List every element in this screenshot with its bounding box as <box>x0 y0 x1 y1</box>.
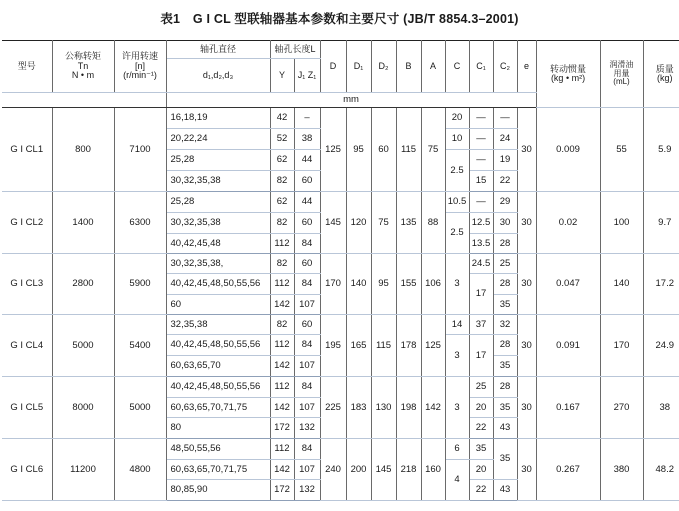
y-cell: 82 <box>270 171 294 192</box>
j-cell: 60 <box>294 254 320 274</box>
inertia-cell: 0.047 <box>536 254 600 315</box>
j-cell: 107 <box>294 295 320 315</box>
inertia-cell: 0.02 <box>536 192 600 254</box>
j-cell: 107 <box>294 460 320 480</box>
B-cell: 178 <box>396 315 421 377</box>
header-bore-length-j: J₁ Z₁ <box>294 59 320 93</box>
C2-cell: 28 <box>493 335 517 356</box>
C2-cell: 28 <box>493 274 517 295</box>
C-cell: 2.5 <box>445 213 469 254</box>
torque-cell: 2800 <box>52 254 114 315</box>
lube-cell: 100 <box>600 192 643 254</box>
C2-cell: 35 <box>493 356 517 377</box>
A-cell: 142 <box>421 377 445 439</box>
e-cell: 30 <box>517 254 536 315</box>
D-cell: 125 <box>320 108 346 192</box>
C2-cell: 29 <box>493 192 517 213</box>
C2-cell: 35 <box>493 439 517 480</box>
j-cell: 84 <box>294 234 320 254</box>
C1-cell: — <box>469 150 493 171</box>
header-C: C <box>445 41 469 93</box>
y-cell: 42 <box>270 108 294 129</box>
header-D1: D₁ <box>346 41 371 93</box>
C1-cell: — <box>469 192 493 213</box>
e-cell: 30 <box>517 108 536 192</box>
C2-cell: 24 <box>493 129 517 150</box>
e-cell: 30 <box>517 315 536 377</box>
D-cell: 195 <box>320 315 346 377</box>
speed-cell: 5000 <box>114 377 166 439</box>
D-cell: 145 <box>320 192 346 254</box>
C2-cell: 35 <box>493 295 517 315</box>
C-cell: 6 <box>445 439 469 460</box>
header-bore-length: 轴孔长度L <box>270 41 320 59</box>
C-cell: 3 <box>445 254 469 315</box>
C2-cell: — <box>493 108 517 129</box>
A-cell: 106 <box>421 254 445 315</box>
mass-cell: 48.2 <box>643 439 679 501</box>
D1-cell: 200 <box>346 439 371 501</box>
C-cell: 4 <box>445 460 469 501</box>
C1-cell: 17 <box>469 274 493 315</box>
bore-dia-cell: 40,42,45,48,50,55,56 <box>166 274 270 295</box>
y-cell: 112 <box>270 439 294 460</box>
torque-cell: 8000 <box>52 377 114 439</box>
torque-cell: 1400 <box>52 192 114 254</box>
e-cell: 30 <box>517 439 536 501</box>
bore-dia-cell: 16,18,19 <box>166 108 270 129</box>
j-cell: 84 <box>294 274 320 295</box>
y-cell: 62 <box>270 150 294 171</box>
header-mass: 质量 (kg) <box>643 41 679 108</box>
C1-cell: 25 <box>469 377 493 398</box>
C2-cell: 43 <box>493 480 517 501</box>
lube-cell: 140 <box>600 254 643 315</box>
bore-dia-cell: 40,42,45,48 <box>166 234 270 254</box>
bore-dia-cell: 60 <box>166 295 270 315</box>
C1-cell: 12.5 <box>469 213 493 234</box>
D-cell: 240 <box>320 439 346 501</box>
B-cell: 198 <box>396 377 421 439</box>
y-cell: 112 <box>270 234 294 254</box>
parameter-table <box>2 40 679 501</box>
y-cell: 52 <box>270 129 294 150</box>
D1-cell: 120 <box>346 192 371 254</box>
bore-dia-cell: 60,63,65,70 <box>166 356 270 377</box>
torque-cell: 11200 <box>52 439 114 501</box>
model-cell: G I CL4 <box>2 315 52 377</box>
lube-cell: 380 <box>600 439 643 501</box>
B-cell: 218 <box>396 439 421 501</box>
y-cell: 142 <box>270 356 294 377</box>
j-cell: 84 <box>294 335 320 356</box>
bore-dia-cell: 40,42,45,48,50,55,56 <box>166 377 270 398</box>
D1-cell: 183 <box>346 377 371 439</box>
D1-cell: 95 <box>346 108 371 192</box>
e-cell: 30 <box>517 377 536 439</box>
bore-dia-cell: 40,42,45,48,50,55,56 <box>166 335 270 356</box>
C1-cell: 13.5 <box>469 234 493 254</box>
header-bore-length-y: Y <box>270 59 294 93</box>
y-cell: 142 <box>270 398 294 418</box>
C-cell: 14 <box>445 315 469 335</box>
bore-dia-cell: 60,63,65,70,71,75 <box>166 398 270 418</box>
A-cell: 88 <box>421 192 445 254</box>
j-cell: 132 <box>294 418 320 439</box>
C2-cell: 28 <box>493 377 517 398</box>
e-cell: 30 <box>517 192 536 254</box>
y-cell: 142 <box>270 295 294 315</box>
y-cell: 112 <box>270 274 294 295</box>
C-cell: 3 <box>445 335 469 377</box>
C2-cell: 43 <box>493 418 517 439</box>
D2-cell: 60 <box>371 108 396 192</box>
C-cell: 20 <box>445 108 469 129</box>
j-cell: 60 <box>294 171 320 192</box>
y-cell: 82 <box>270 213 294 234</box>
C1-cell: 20 <box>469 398 493 418</box>
bore-dia-cell: 30,32,35,38, <box>166 254 270 274</box>
header-inertia: 转动惯量 (kg • m²) <box>536 41 600 108</box>
D2-cell: 95 <box>371 254 396 315</box>
header-model: 型号 <box>2 41 52 93</box>
y-cell: 142 <box>270 460 294 480</box>
inertia-cell: 0.167 <box>536 377 600 439</box>
torque-cell: 5000 <box>52 315 114 377</box>
j-cell: 44 <box>294 150 320 171</box>
A-cell: 75 <box>421 108 445 192</box>
C1-cell: — <box>469 108 493 129</box>
C2-cell: 25 <box>493 254 517 274</box>
y-cell: 172 <box>270 418 294 439</box>
D2-cell: 75 <box>371 192 396 254</box>
C1-cell: 22 <box>469 480 493 501</box>
header-unit: mm <box>166 93 536 108</box>
C1-cell: 37 <box>469 315 493 335</box>
header-e: e <box>517 41 536 93</box>
j-cell: – <box>294 108 320 129</box>
C1-cell: 35 <box>469 439 493 460</box>
mass-cell: 38 <box>643 377 679 439</box>
speed-cell: 5900 <box>114 254 166 315</box>
torque-cell: 800 <box>52 108 114 192</box>
speed-cell: 4800 <box>114 439 166 501</box>
model-cell: G I CL3 <box>2 254 52 315</box>
y-cell: 112 <box>270 377 294 398</box>
C1-cell: — <box>469 129 493 150</box>
bore-dia-cell: 48,50,55,56 <box>166 439 270 460</box>
speed-cell: 5400 <box>114 315 166 377</box>
C2-cell: 19 <box>493 150 517 171</box>
D-cell: 225 <box>320 377 346 439</box>
j-cell: 60 <box>294 315 320 335</box>
j-cell: 107 <box>294 398 320 418</box>
table-title: 表1 G I CL 型联轴器基本参数和主要尺寸 (JB/T 8854.3–2001) <box>160 12 519 26</box>
B-cell: 115 <box>396 108 421 192</box>
C2-cell: 30 <box>493 213 517 234</box>
speed-cell: 7100 <box>114 108 166 192</box>
bore-dia-cell: 25,28 <box>166 192 270 213</box>
j-cell: 84 <box>294 439 320 460</box>
B-cell: 135 <box>396 192 421 254</box>
header-D2: D₂ <box>371 41 396 93</box>
lube-cell: 55 <box>600 108 643 192</box>
A-cell: 125 <box>421 315 445 377</box>
model-cell: G I CL1 <box>2 108 52 192</box>
lube-cell: 170 <box>600 315 643 377</box>
header-C2: C₂ <box>493 41 517 93</box>
j-cell: 60 <box>294 213 320 234</box>
inertia-cell: 0.009 <box>536 108 600 192</box>
header-C1: C₁ <box>469 41 493 93</box>
C-cell: 10 <box>445 129 469 150</box>
C1-cell: 24.5 <box>469 254 493 274</box>
header-B: B <box>396 41 421 93</box>
D1-cell: 165 <box>346 315 371 377</box>
C-cell: 2.5 <box>445 150 469 192</box>
speed-cell: 6300 <box>114 192 166 254</box>
C-cell: 3 <box>445 377 469 439</box>
y-cell: 82 <box>270 254 294 274</box>
header-torque: 公称转矩 Tn N • m <box>52 41 114 93</box>
header-speed: 许用转速 [n] (r/min⁻¹) <box>114 41 166 93</box>
bore-dia-cell: 25,28 <box>166 150 270 171</box>
j-cell: 38 <box>294 129 320 150</box>
y-cell: 172 <box>270 480 294 501</box>
y-cell: 112 <box>270 335 294 356</box>
D-cell: 170 <box>320 254 346 315</box>
j-cell: 107 <box>294 356 320 377</box>
bore-dia-cell: 80 <box>166 418 270 439</box>
D2-cell: 130 <box>371 377 396 439</box>
C2-cell: 28 <box>493 234 517 254</box>
y-cell: 82 <box>270 315 294 335</box>
mass-cell: 9.7 <box>643 192 679 254</box>
header-A: A <box>421 41 445 93</box>
inertia-cell: 0.091 <box>536 315 600 377</box>
j-cell: 84 <box>294 377 320 398</box>
header-lube: 润滑油 用量 (mL) <box>600 41 643 108</box>
bore-dia-cell: 30,32,35,38 <box>166 213 270 234</box>
C-cell: 10.5 <box>445 192 469 213</box>
bore-dia-cell: 80,85,90 <box>166 480 270 501</box>
bore-dia-cell: 30,32,35,38 <box>166 171 270 192</box>
model-cell: G I CL5 <box>2 377 52 439</box>
header-bore-diameter: 轴孔直径 <box>166 41 270 59</box>
y-cell: 62 <box>270 192 294 213</box>
A-cell: 160 <box>421 439 445 501</box>
C1-cell: 15 <box>469 171 493 192</box>
C2-cell: 22 <box>493 171 517 192</box>
header-bore-diameter-sub: d₁,d₂,d₃ <box>166 59 270 93</box>
bore-dia-cell: 20,22,24 <box>166 129 270 150</box>
header-blank <box>2 93 166 108</box>
lube-cell: 270 <box>600 377 643 439</box>
mass-cell: 5.9 <box>643 108 679 192</box>
D1-cell: 140 <box>346 254 371 315</box>
D2-cell: 145 <box>371 439 396 501</box>
C2-cell: 32 <box>493 315 517 335</box>
C1-cell: 17 <box>469 335 493 377</box>
j-cell: 132 <box>294 480 320 501</box>
header-D: D <box>320 41 346 93</box>
j-cell: 44 <box>294 192 320 213</box>
C2-cell: 35 <box>493 398 517 418</box>
model-cell: G I CL6 <box>2 439 52 501</box>
C1-cell: 20 <box>469 460 493 480</box>
C1-cell: 22 <box>469 418 493 439</box>
mass-cell: 24.9 <box>643 315 679 377</box>
inertia-cell: 0.267 <box>536 439 600 501</box>
bore-dia-cell: 32,35,38 <box>166 315 270 335</box>
bore-dia-cell: 60,63,65,70,71,75 <box>166 460 270 480</box>
B-cell: 155 <box>396 254 421 315</box>
D2-cell: 115 <box>371 315 396 377</box>
model-cell: G I CL2 <box>2 192 52 254</box>
mass-cell: 17.2 <box>643 254 679 315</box>
